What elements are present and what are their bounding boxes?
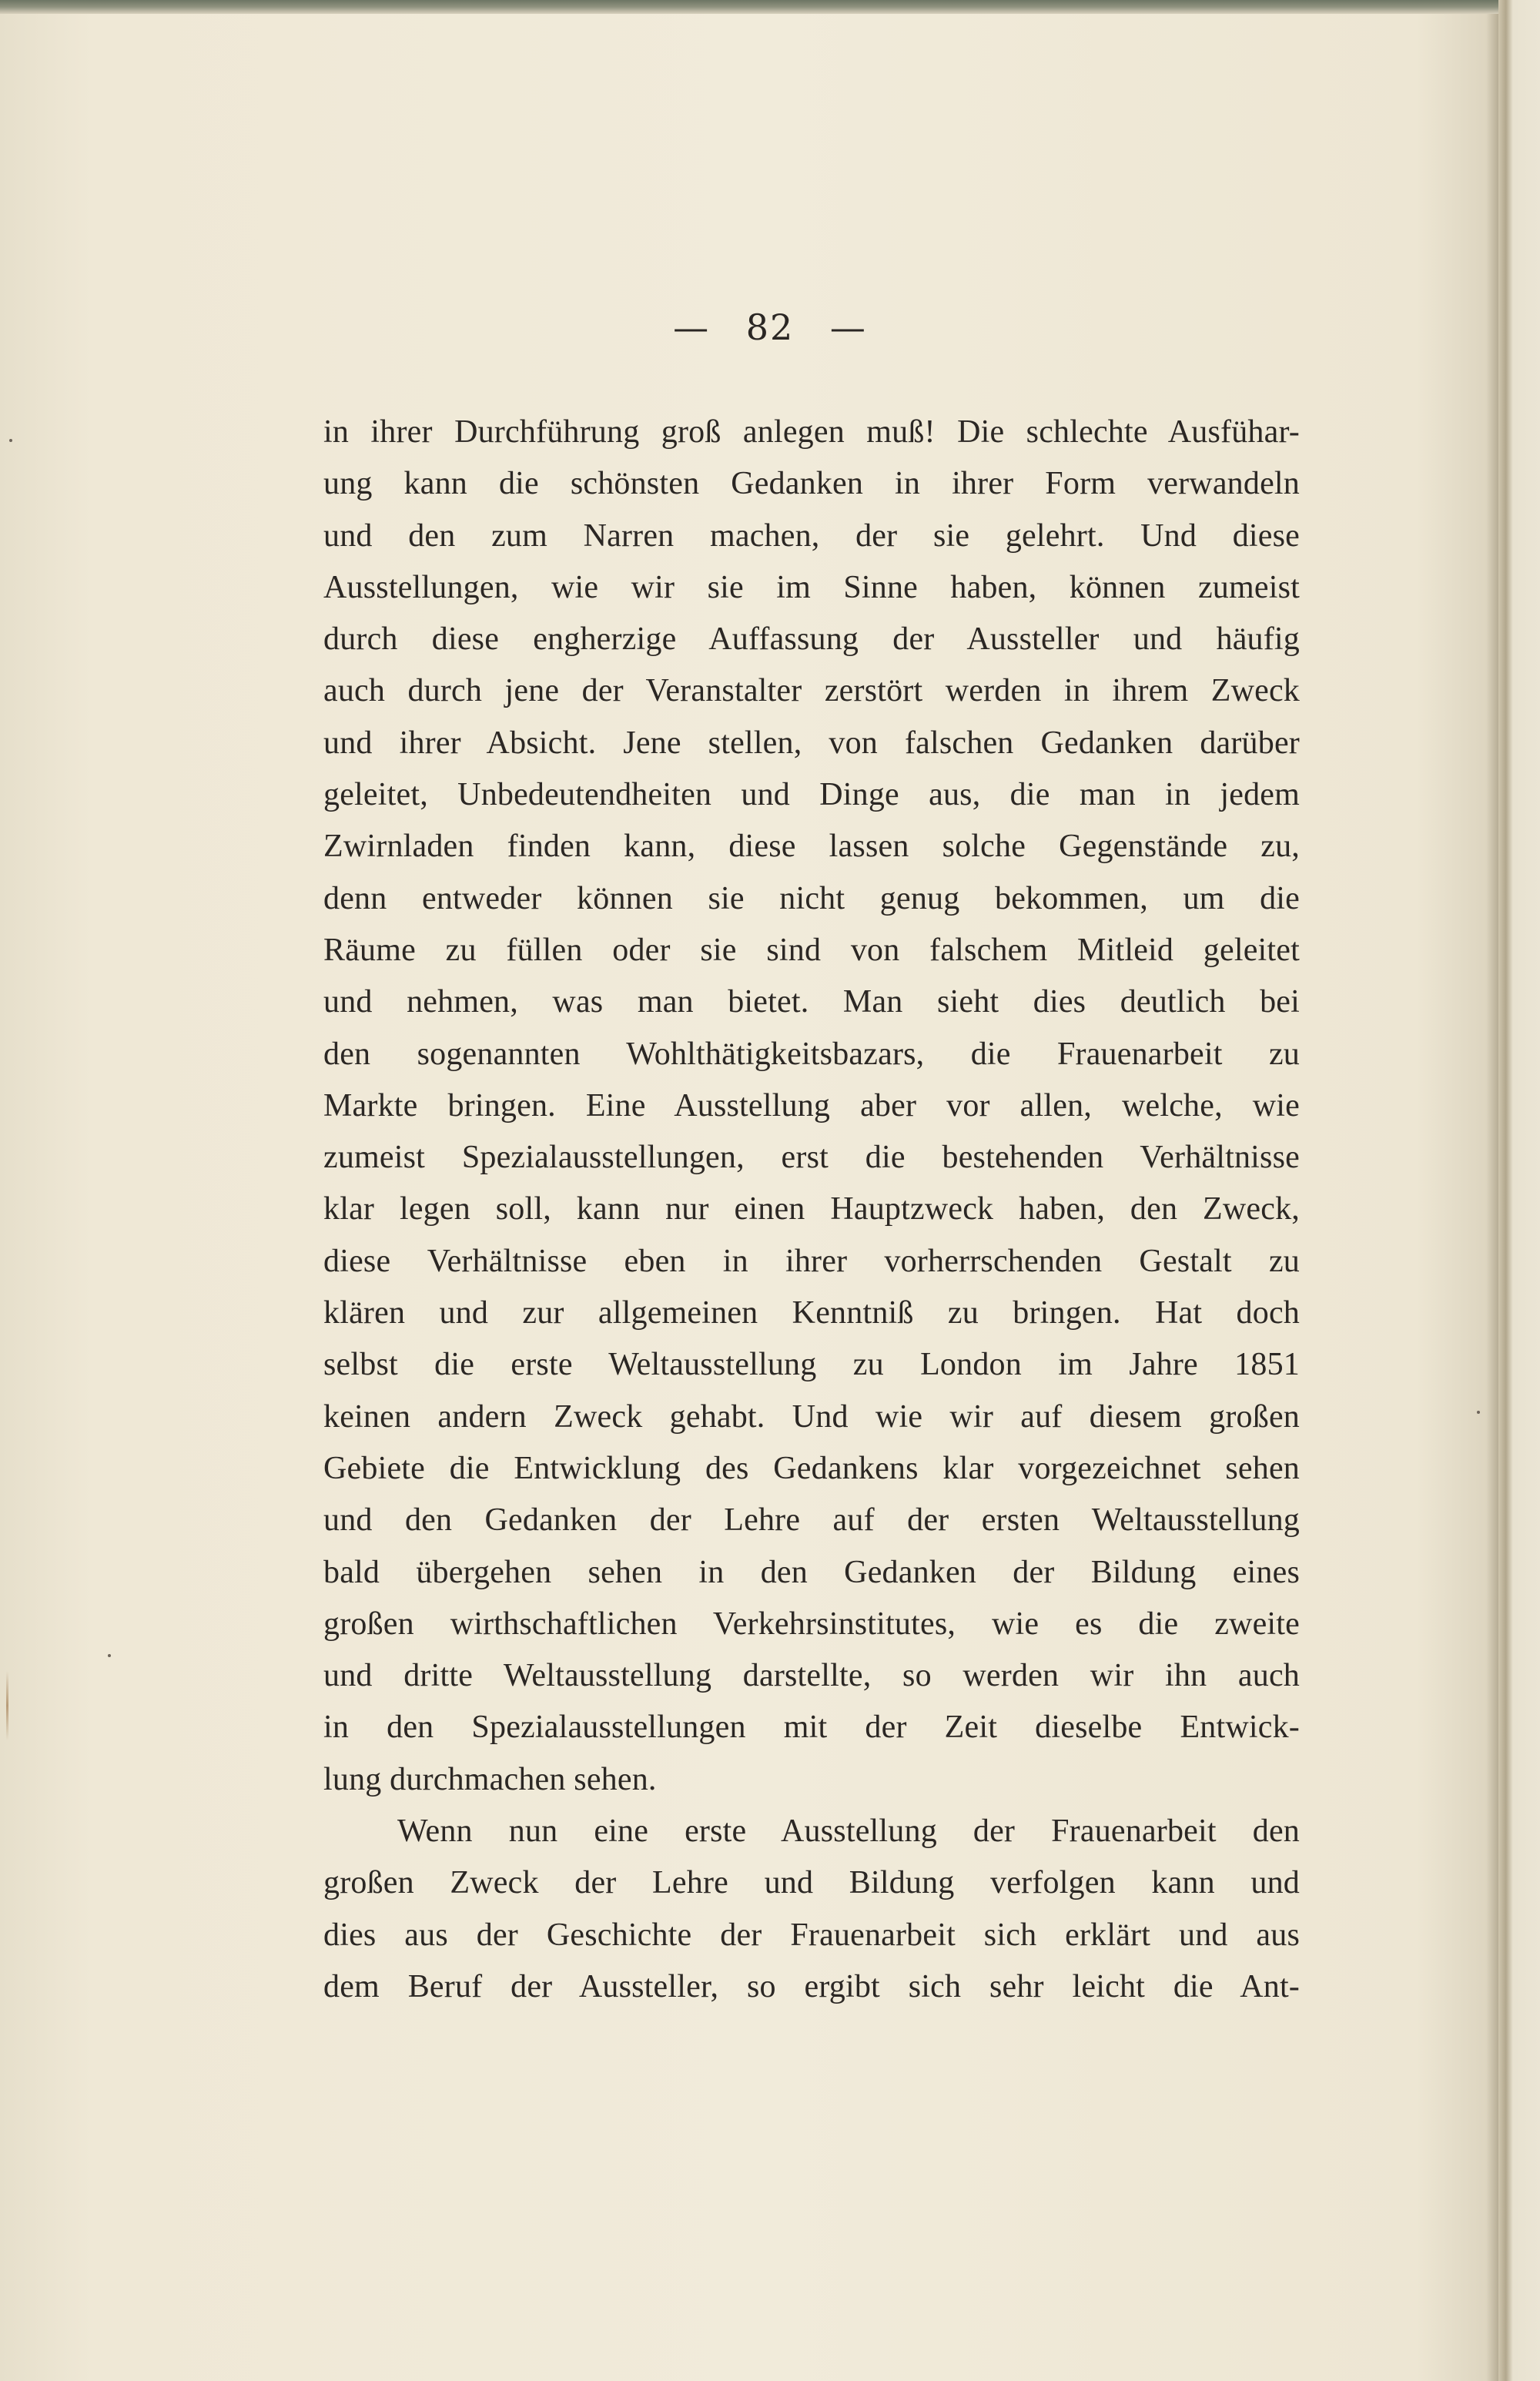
text-line: Markte bringen. Eine Ausstellung aber vor allen, welche, wie <box>323 1087 1300 1124</box>
dash-left: — <box>673 306 711 348</box>
text-line: und den Gedanken der Lehre auf der ersten Weltausstellung <box>323 1502 1300 1539</box>
text-line: großen wirthschaftlichen Verkehrsinstitutes, wie es die zweite <box>323 1606 1300 1642</box>
text-line: und dritte Weltausstellung darstellte, so werden wir ihn auch <box>323 1658 1300 1694</box>
text-line: geleitet, Unbedeutendheiten und Dinge aus, die man in jedem <box>323 777 1300 813</box>
page-number-header <box>0 306 1540 348</box>
text-line: und ihrer Absicht. Jene stellen, von falschen Gedanken darüber <box>323 725 1300 761</box>
text-line: und den zum Narren machen, der sie gelehrt. Und diese <box>323 517 1300 554</box>
book-spine-edge <box>1498 0 1540 2381</box>
text-line: klar legen soll, kann nur einen Hauptzweck haben, den Zweck, <box>323 1191 1300 1227</box>
text-line: durch diese engherzige Auffassung der Aussteller und häufig <box>323 621 1300 658</box>
text-line: ung kann die schönsten Gedanken in ihrer Form verwandeln <box>323 466 1300 502</box>
paragraph-start-line: Wenn nun eine erste Ausstellung der Frauenarbeit den <box>397 1813 1300 1850</box>
text-line: Zwirnladen finden kann, diese lassen solche Gegenstände zu, <box>323 829 1300 865</box>
text-line: denn entweder können sie nicht genug bekommen, um die <box>323 880 1300 916</box>
text-line: dem Beruf der Aussteller, so ergibt sich sehr leicht die Ant- <box>323 1968 1300 2004</box>
paragraph-end-line: lung durchmachen sehen. <box>323 1761 657 1797</box>
text-line: bald übergehen sehen in den Gedanken der Bildung eines <box>323 1554 1300 1590</box>
text-line: Ausstellungen, wie wir sie im Sinne haben, können zumeist <box>323 569 1300 605</box>
text-line: großen Zweck der Lehre und Bildung verfolgen kann und <box>323 1865 1300 1901</box>
page-number: 82 <box>745 306 795 348</box>
text-line: Gebiete die Entwicklung des Gedankens klar vorgezeichnet sehen <box>323 1450 1300 1486</box>
text-line: keinen andern Zweck gehabt. Und wie wir auf diesem großen <box>323 1398 1300 1435</box>
paper-speck <box>9 439 12 442</box>
text-line: und nehmen, was man bietet. Man sieht dies deutlich bei <box>323 984 1300 1020</box>
text-line: den sogenannten Wohlthätigkeitsbazars, die Frauenarbeit zu <box>323 1036 1300 1072</box>
text-line: dies aus der Geschichte der Frauenarbeit sich erklärt und aus <box>323 1917 1300 1953</box>
text-line: klären und zur allgemeinen Kenntniß zu bringen. Hat doch <box>323 1295 1300 1331</box>
text-line: in den Spezialausstellungen mit der Zeit dieselbe Entwick- <box>323 1710 1300 1746</box>
paper-speck <box>108 1654 111 1657</box>
text-line: zumeist Spezialausstellungen, erst die bestehenden Verhältnisse <box>323 1140 1300 1176</box>
paper-speck <box>1477 1411 1480 1414</box>
dash-right: — <box>829 306 867 348</box>
book-top-edge <box>0 0 1540 14</box>
text-line: Räume zu füllen oder sie sind von falschem Mitleid geleitet <box>323 932 1300 968</box>
text-line: auch durch jene der Veranstalter zerstört werden in ihrem Zweck <box>323 673 1300 709</box>
paper-stain <box>6 1671 8 1740</box>
text-line: diese Verhältnisse eben in ihrer vorherrschenden Gestalt zu <box>323 1243 1300 1279</box>
text-line: selbst die erste Weltausstellung zu London im Jahre 1851 <box>323 1347 1300 1383</box>
text-line: in ihrer Durchführung groß anlegen muß! Die schlechte Ausfühar- <box>323 414 1300 450</box>
body-text <box>323 407 1300 2013</box>
